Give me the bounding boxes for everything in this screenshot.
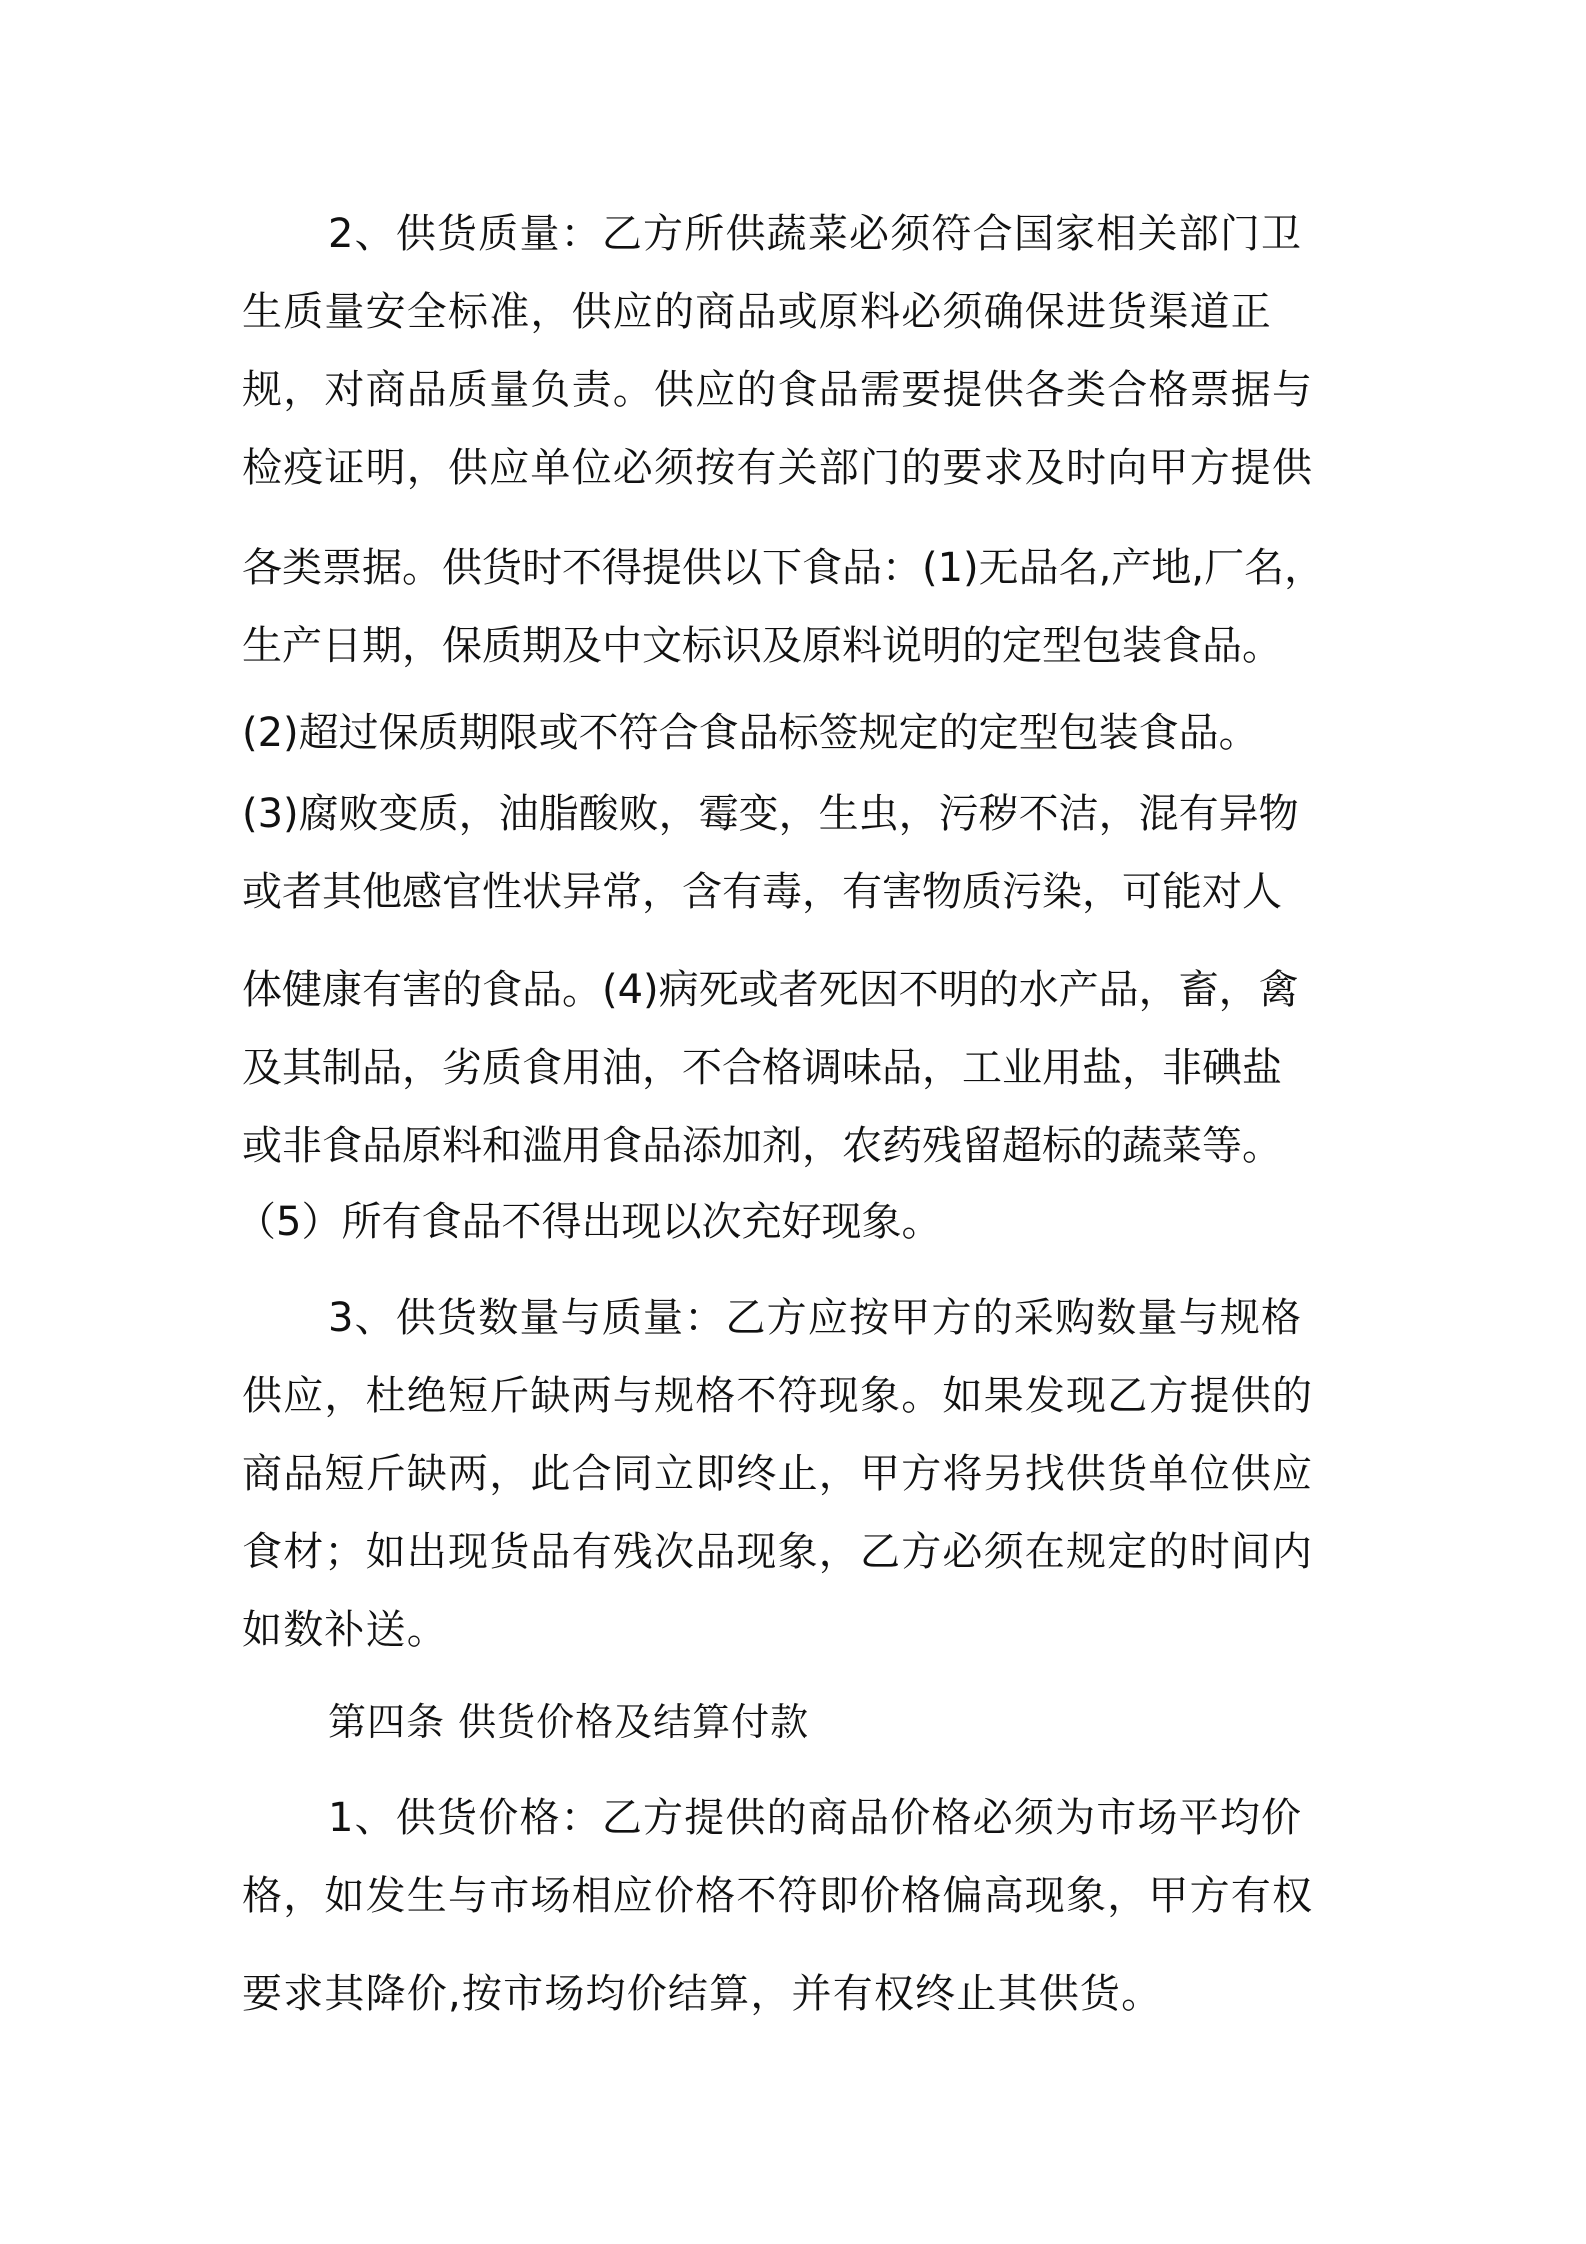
paragraph-3-line-2: 供应，杜绝短斤缺两与规格不符现象。如果发现乙方提供的 <box>242 1373 1314 1419</box>
paragraph-2-line-2: 生质量安全标准，供应的商品或原料必须确保进货渠道正 <box>242 289 1272 335</box>
paragraph-3-line-5: 如数补送。 <box>242 1607 448 1653</box>
paragraph-2-line-11: 及其制品，劣质食用油，不合格调味品，工业用盐，非碘盐 <box>242 1045 1282 1091</box>
paragraph-2-line-10: 体健康有害的食品。(4)病死或者死因不明的水产品，畜，禽 <box>242 967 1299 1013</box>
paragraph-2-line-13: （5）所有食品不得出现以次充好现象。 <box>236 1199 942 1245</box>
paragraph-2-line-3: 规，对商品质量负责。供应的食品需要提供各类合格票据与 <box>242 367 1314 413</box>
paragraph-2-line-12: 或非食品原料和滥用食品添加剂，农药残留超标的蔬菜等。 <box>242 1123 1282 1169</box>
paragraph-2-line-5: 各类票据。供货时不得提供以下食品：(1)无品名,产地,厂名， <box>242 545 1325 591</box>
section-heading-article-4: 第四条 供货价格及结算付款 <box>328 1700 810 1744</box>
paragraph-4-line-1: 1、供货价格：乙方提供的商品价格必须为市场平均价 <box>328 1795 1303 1841</box>
paragraph-3-line-4: 食材；如出现货品有残次品现象，乙方必须在规定的时间内 <box>242 1529 1314 1575</box>
paragraph-2-line-8: (3)腐败变质，油脂酸败，霉变，生虫，污秽不洁，混有异物 <box>242 791 1299 837</box>
paragraph-2-line-1: 2、供货质量：乙方所供蔬菜必须符合国家相关部门卫 <box>328 211 1303 257</box>
paragraph-2-line-7: (2)超过保质期限或不符合食品标签规定的定型包装食品。 <box>242 710 1259 756</box>
paragraph-4-line-3: 要求其降价,按市场均价结算，并有权终止其供货。 <box>242 1971 1163 2017</box>
paragraph-2-line-9: 或者其他感官性状异常，含有毒，有害物质污染，可能对人 <box>242 869 1282 915</box>
paragraph-4-line-2: 格，如发生与市场相应价格不符即价格偏高现象，甲方有权 <box>242 1873 1314 1919</box>
paragraph-3-line-3: 商品短斤缺两，此合同立即终止，甲方将另找供货单位供应 <box>242 1451 1314 1497</box>
paragraph-3-line-1: 3、供货数量与质量：乙方应按甲方的采购数量与规格 <box>328 1295 1303 1341</box>
paragraph-2-line-6: 生产日期，保质期及中文标识及原料说明的定型包装食品。 <box>242 623 1282 669</box>
paragraph-2-line-4: 检疫证明，供应单位必须按有关部门的要求及时向甲方提供 <box>242 445 1314 491</box>
